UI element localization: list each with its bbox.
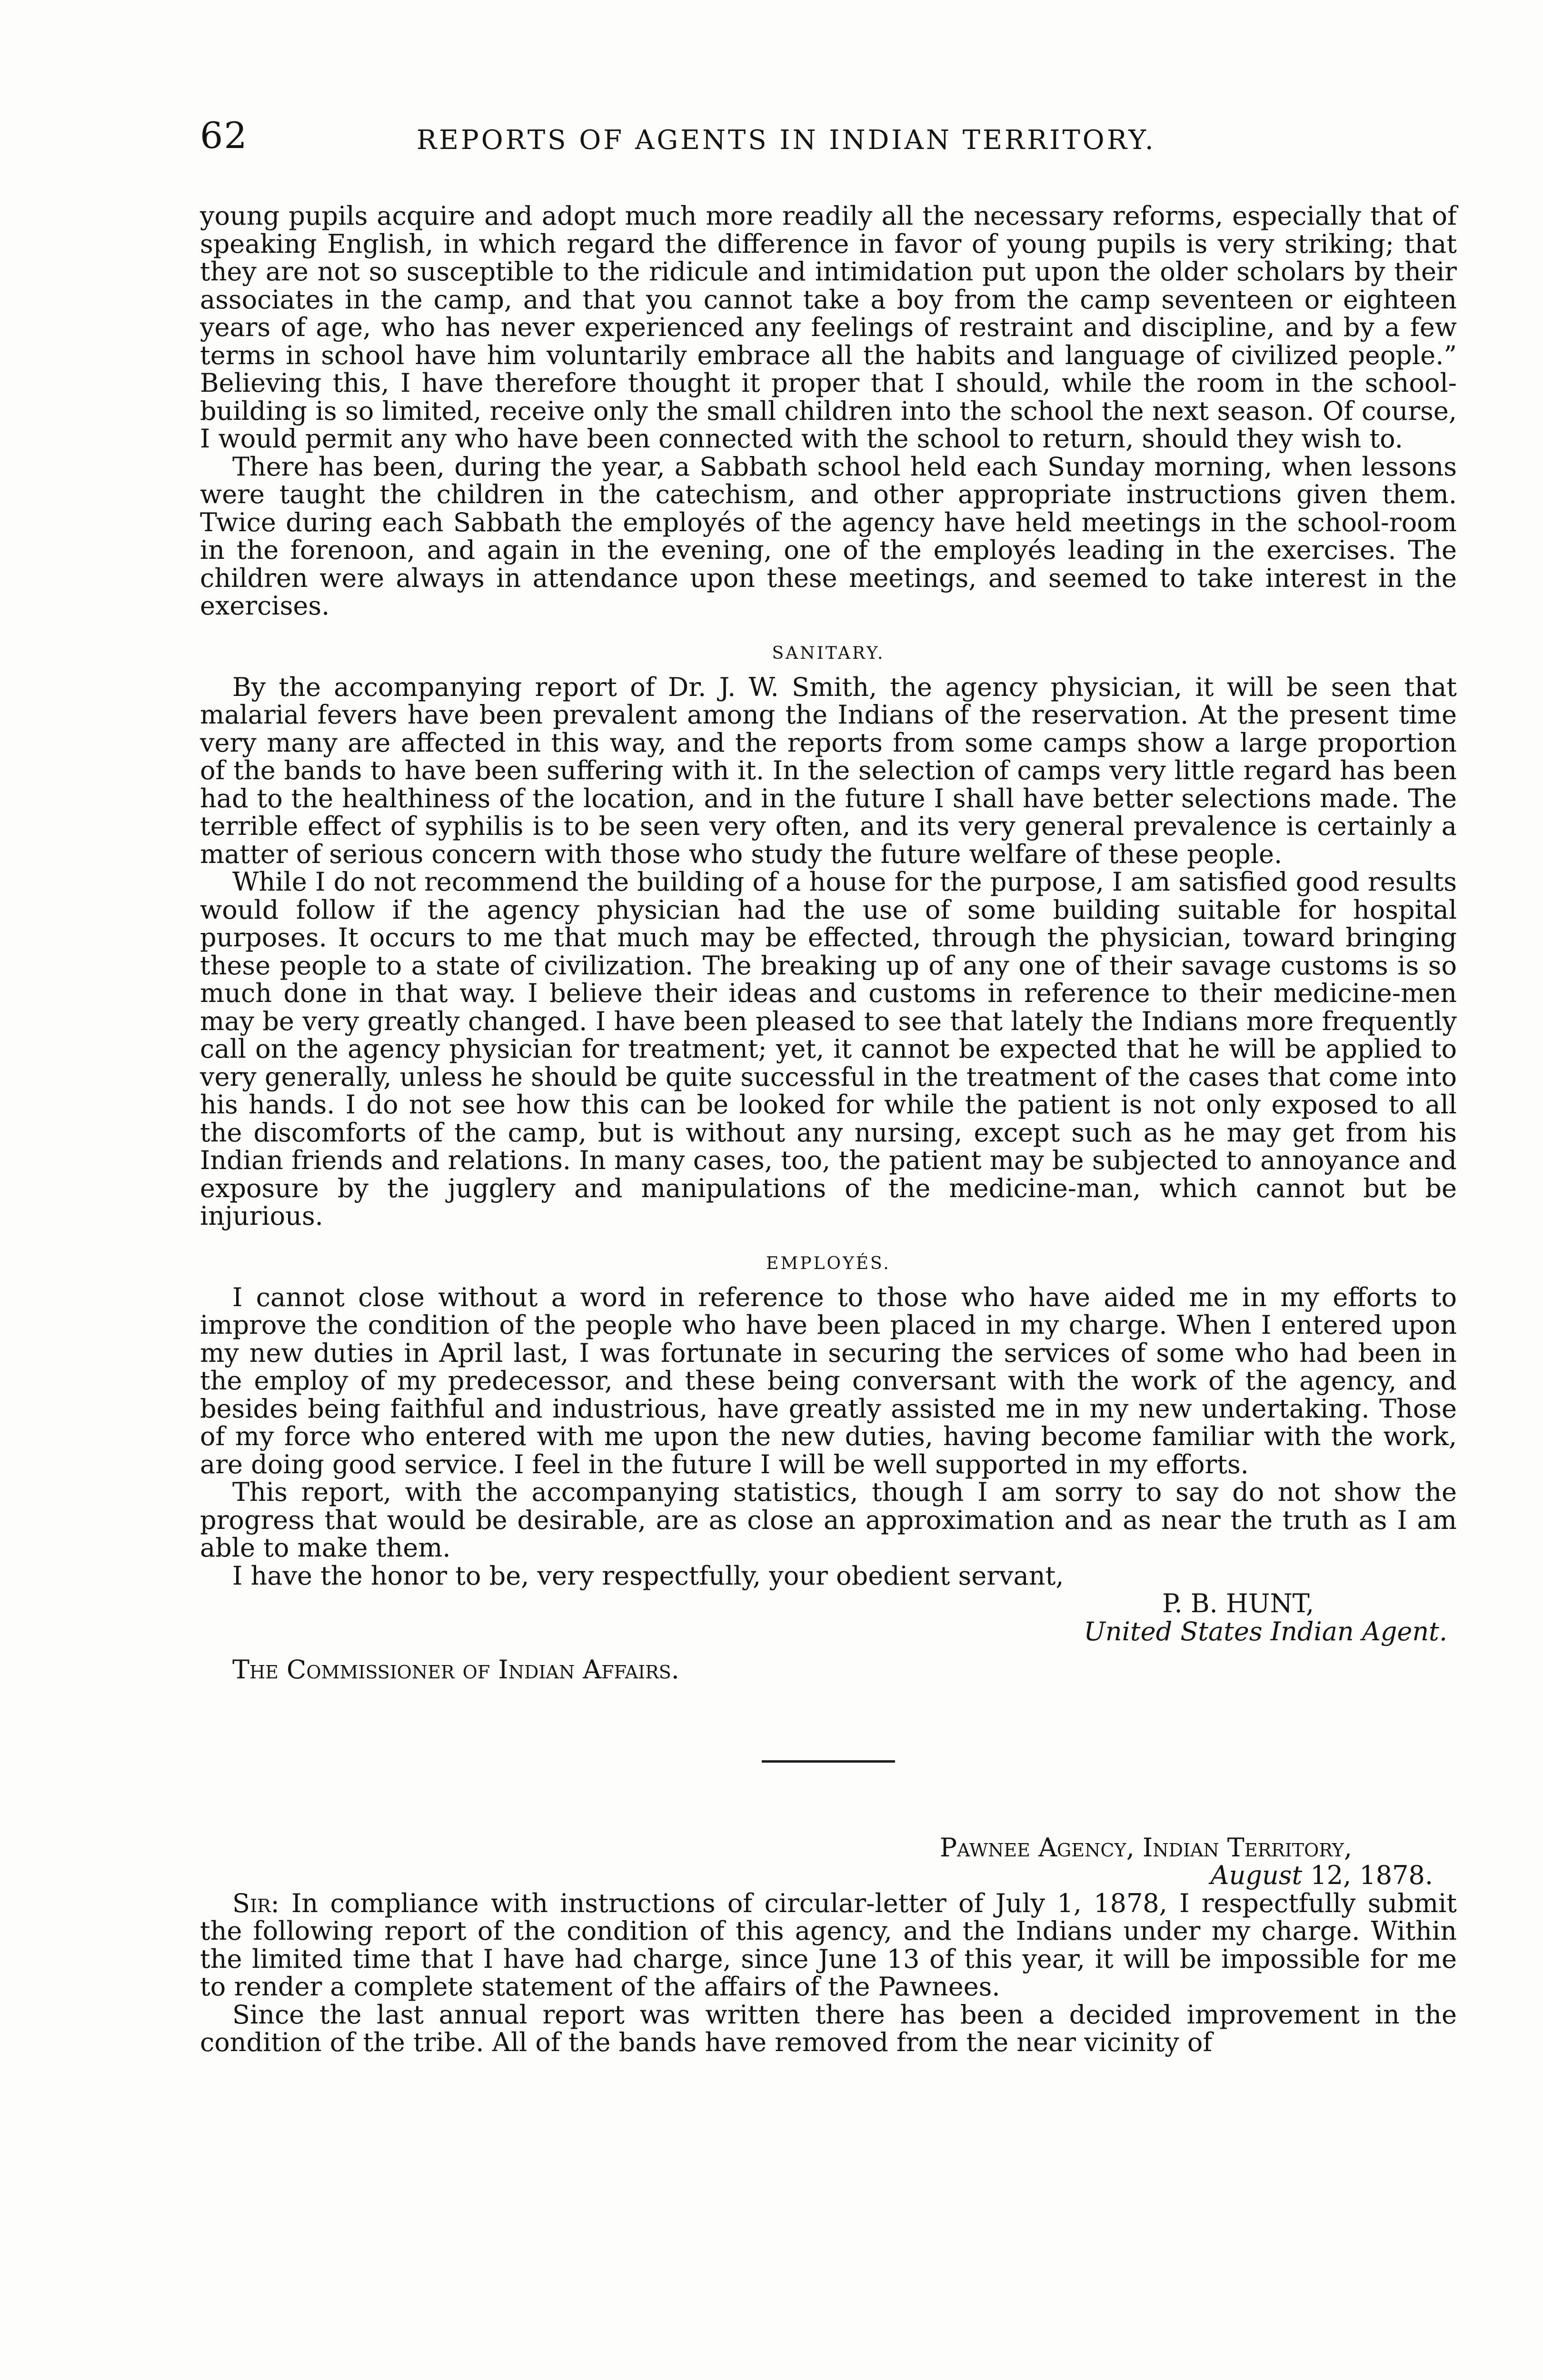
page-header: [200, 114, 1485, 171]
heading-employes: EMPLOYÉS.: [766, 1253, 891, 1273]
paragraph-continued: young pupils acquire and adopt much more readily all the necessary reforms, especially that of speaking English, in which regard the difference in favor of young pupils is very striking; that they are not so susceptible to the ridicule and intimidation put upon the older scholars by their associates in the camp, and that you cannot take a boy from the camp seventeen or eighteen years of age, who has never experienced any feelings of restraint and discipline, and by a few terms in school have him voluntarily embrace all the habits and language of civilized people.” Believing this, I have therefore thought it proper that I should, while the room in the school-building is so limited, receive only the small children into the school the next season. Of course, I would permit any who have been connected with the school to return, should they wish to.: [200, 201, 1457, 454]
paragraph-pawnee-intro: [200, 1890, 1457, 2001]
addressee: The Commissioner of Indian Affairs.: [232, 1655, 679, 1685]
section-divider: [762, 1760, 895, 1763]
heading-sanitary: SANITARY.: [772, 643, 885, 663]
paragraph-sabbath-school: There has been, during the year, a Sabbath school held each Sunday morning, when lessons were taught the children in the catechism, and other appropriate instructions given them. Twice during each Sabbath the employés of the agency have held meetings in the school-room in the forenoon, and again in the evening, one of the employés leading in the exercises. The children were always in attendance upon these meetings, and seemed to take interest in the exercises.: [200, 451, 1457, 621]
page-number: 62: [200, 114, 248, 157]
paragraph-employes-thanks: I cannot close without a word in reference to those who have aided me in my efforts to improve the condition of the people who have been placed in my charge. When I entered upon my new duties in April last, I was fortunate in securing the services of some who had been in the employ of my predecessor, and these being conversant with the work of the agency, and besides being faithful and industrious, have greatly assisted me in my new undertaking. Those of my force who entered with me upon the new duties, having become familiar with the work, are doing good service. I feel in the future I will be well supported in my efforts.: [200, 1282, 1457, 1479]
report-body: [200, 202, 1457, 2057]
signature-name: P. B. HUNT,: [1162, 1588, 1314, 1618]
salutation: Sir: [232, 1888, 271, 1918]
running-title: REPORTS OF AGENTS IN INDIAN TERRITORY.: [417, 125, 1156, 156]
dateline-day-year: 12, 1878.: [1302, 1860, 1433, 1890]
paragraph-sanitary-malaria: By the accompanying report of Dr. J. W. Smith, the agency physician, it will be seen that malarial fevers have been prevalent among the Indians of the reservation. At the present time very many are affected in this way, and the reports from some camps show a large proportion of the bands to have been suffering with it. In the selection of camps very little regard has been had to the healthiness of the location, and in the future I shall have better selections made. The terrible effect of syphilis is to be seen very often, and its very general prevalence is certainly a matter of serious concern with those who study the future welfare of these people.: [200, 672, 1457, 869]
paragraph-pawnee-improvement: Since the last annual report was written there has been a decided improvement in the condition of the tribe. All of the bands have removed from the near vicinity of: [200, 1999, 1457, 2057]
closing-line: I have the honor to be, very respectfully, your obedient servant,: [232, 1560, 1064, 1591]
dateline-month: August: [1210, 1860, 1303, 1890]
paragraph-employes-statistics: This report, with the accompanying statistics, though I am sorry to say do not show the progress that would be desirable, are as close an approximation and as near the truth as I am able to make them.: [200, 1477, 1457, 1563]
dateline-place: Pawnee Agency, Indian Territory,: [939, 1832, 1352, 1863]
paragraph-sanitary-hospital: While I do not recommend the building of a house for the purpose, I am satisfied good results would follow if the agency physician had the use of some building suitable for hospital purposes. It occurs to me that much may be effected, through the physician, toward bringing these people to a state of civilization. The breaking up of any one of their savage customs is so much done in that way. I believe their ideas and customs in reference to their medicine-men may be very greatly changed. I have been pleased to see that lately the Indians more frequently call on the agency physician for treatment; yet, it cannot be expected that he will be applied to very generally, unless he should be quite successful in the treatment of the cases that come into his hands. I do not see how this can be looked for while the patient is not only exposed to all the discomforts of the camp, but is without any nursing, except such as he may get from his Indian friends and relations. In many cases, too, the patient may be subjected to annoyance and exposure by the jugglery and manipulations of the medicine-man, which cannot but be injurious.: [200, 867, 1457, 1231]
signature-title: United States Indian Agent.: [1084, 1616, 1447, 1646]
dateline-date: [200, 1862, 1457, 1890]
paragraph-pawnee-intro-text: : In compliance with instructions of circular-letter of July 1, 1878, I respectfully submit the following report of the condition of this agency, and the Indians under my charge. Within the limited time that I have had charge, since June 13 of this year, it will be impossible for me to render a complete statement of the affairs of the Pawnees.: [200, 1888, 1457, 2002]
